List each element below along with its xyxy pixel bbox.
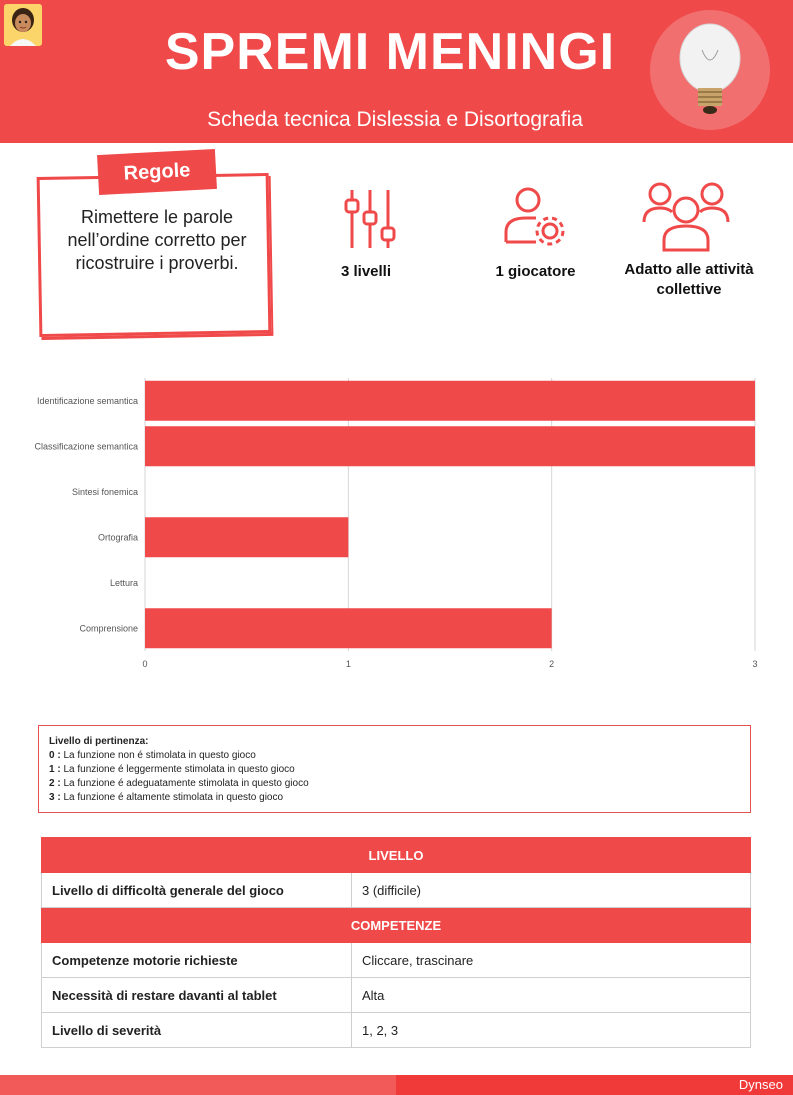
- y-tick-label: Ortografia: [97, 532, 138, 543]
- x-tick-label: 0: [142, 659, 148, 669]
- page-subtitle: Scheda tecnica Dislessia e Disortografia: [207, 108, 583, 131]
- y-tick-label: Lettura: [109, 577, 138, 588]
- legend-title: Livello di pertinenza:: [49, 736, 149, 747]
- bar: [145, 426, 755, 466]
- y-tick-label: Classificazione semantica: [34, 441, 138, 452]
- feature-players: 1 giocatore: [495, 263, 576, 280]
- group-icon: [642, 180, 730, 252]
- motorie-value: Cliccare, trascinare: [352, 943, 751, 978]
- user-gear-icon: [502, 186, 568, 248]
- difficolta-label: Livello di difficoltà generale del gioco: [42, 873, 352, 908]
- avatar-icon: [4, 4, 42, 46]
- tablet-label: Necessità di restare davanti al tablet: [42, 978, 352, 1013]
- table-row: [42, 838, 751, 873]
- bar: [145, 517, 348, 557]
- severita-label: Livello di severità: [42, 1013, 352, 1048]
- table-row: [42, 1013, 751, 1048]
- relevance-legend: [38, 725, 751, 813]
- bar: [145, 608, 552, 648]
- lightbulb-icon: [650, 10, 770, 130]
- x-tick-label: 2: [549, 659, 555, 669]
- y-tick-label: Sintesi fonemica: [71, 486, 138, 497]
- table-row: [42, 908, 751, 943]
- footer-bar-right: [396, 1075, 793, 1095]
- legend-item: 0 : La funzione non é stimolata in questo gioco: [49, 750, 256, 761]
- severita-value: 1, 2, 3: [352, 1013, 751, 1048]
- legend-item: 3 : La funzione é altamente stimolata in questo gioco: [49, 792, 284, 803]
- motorie-label: Competenze motorie richieste: [42, 943, 352, 978]
- feature-collective: Adatto alle attività collettive: [624, 261, 754, 298]
- legend-item: 1 : La funzione é leggermente stimolata in questo gioco: [49, 764, 295, 775]
- rules-tag: Regole: [97, 149, 217, 195]
- bar-chart: [0, 360, 793, 680]
- footer-bar-left: [0, 1075, 396, 1095]
- competenze-header: COMPETENZE: [42, 908, 751, 943]
- brand-logo: Dynseo: [738, 1077, 783, 1092]
- livello-header: LIVELLO: [42, 838, 751, 873]
- x-tick-label: 1: [345, 659, 351, 669]
- y-tick-label: Comprensione: [79, 623, 138, 634]
- tablet-value: Alta: [352, 978, 751, 1013]
- sliders-icon: [340, 188, 402, 250]
- y-tick-label: Identificazione semantica: [36, 395, 138, 406]
- difficolta-value: 3 (difficile): [352, 873, 751, 908]
- x-tick-label: 3: [752, 659, 758, 669]
- bar: [145, 381, 755, 421]
- page-title: SPREMI MENINGI: [164, 23, 616, 81]
- rules-text: Rimettere le parole nell’ordine corretto per ricostruire i proverbi.: [67, 207, 247, 273]
- feature-levels: 3 livelli: [340, 263, 392, 280]
- table-row: [42, 873, 751, 908]
- table-row: [42, 943, 751, 978]
- legend-item: 2 : La funzione é adeguatamente stimolata in questo gioco: [49, 778, 309, 789]
- info-table: [41, 837, 751, 1048]
- table-row: [42, 978, 751, 1013]
